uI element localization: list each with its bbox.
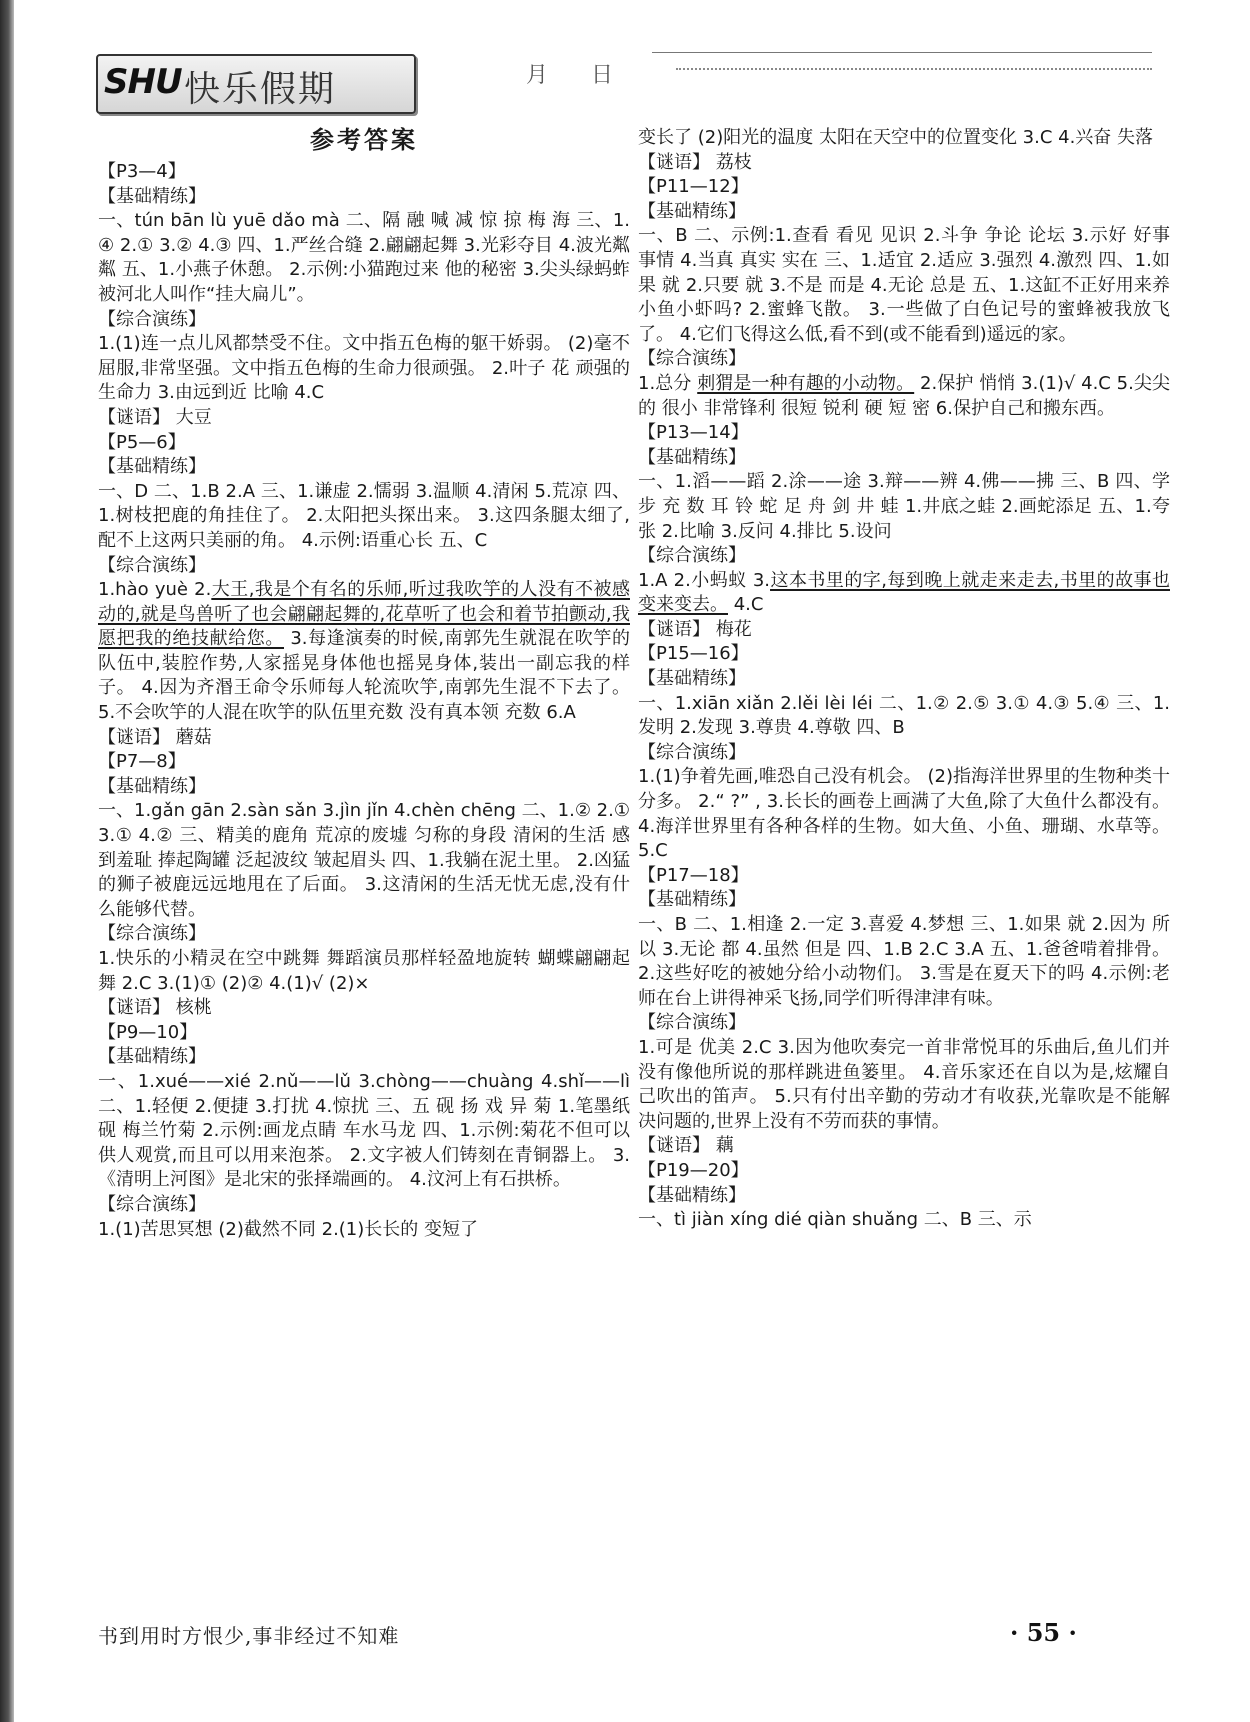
subsection-heading: 【基础精练】 (638, 200, 746, 222)
answer-text: 一、1.gǎn gān 2.sàn sǎn 3.jìn jǐn 4.chèn chēng 二、1.② 2.① 3.① 4.② 三、精美的鹿角 荒凉的废墟 匀称的身段 清闲的生活 感到羞耻 捧起陶罐 泛起波纹 皱起眉头 四、1.我躺在泥土里。 2.凶猛的狮子被鹿远远地甩在了后面。 3.这清闲的生活无忧无虑,没有什么能够代替。 (98, 800, 630, 920)
answer-text: 1.可是 优美 2.C 3.因为他吹奏完一首非常悦耳的乐曲后,鱼儿们并没有像他所说的那样跳进鱼篓里。 4.音乐家还在自以为是,炫耀自己吹出的笛声。 5.只有付出辛勤的劳动才有收获,光靠吹是不能解决问题的,世界上没有不劳而获的事情。 (638, 1036, 1170, 1132)
day-label: 日 (591, 63, 614, 88)
answer-text: 一、B 二、示例:1.查看 看见 见识 2.斗争 争论 论坛 3.示好 好事 事情 4.当真 真实 实在 三、1.适宜 2.适应 3.强烈 4.激烈 四、1.如果 就 2.只要 就 3.不是 而是 4.无论 总是 五、1.这缸不正好用来养小鱼小虾吗? 2.蜜蜂飞散。 3.一些做了白色记号的蜜蜂被我放飞了。 4.它们飞得这么低,看不到(或不能看到)遥远的家。 (638, 225, 1170, 345)
page-number: · 55 · (1010, 1618, 1077, 1647)
riddle-answer: 【谜语】 藕 (638, 1135, 734, 1157)
answer-text (98, 578, 630, 726)
answer-text-part: 1.总分 (638, 372, 698, 394)
subsection-heading: 【综合演练】 (98, 308, 206, 330)
footer-motto: 书到用时方恨少,事非经过不知难 (98, 1624, 400, 1648)
answer-text-part: 2.保护 悄悄 3.(1)√ 4.C 5.尖尖的 很小 非常锋利 很短 锐利 硬 短 密 6.保护自己和搬东西。 (638, 372, 1170, 419)
section-heading: 【P17—18】 (638, 864, 749, 886)
brand-logo (96, 54, 416, 114)
answer-text: 一、1.xiān xiǎn 2.lěi lèi léi 二、1.② 2.⑤ 3.① 4.③ 5.④ 三、1.发明 2.发现 3.尊贵 4.尊敬 四、B (638, 692, 1170, 739)
answer-text: 一、1.xué——xié 2.nǔ——lǔ 3.chòng——chuàng 4.shǐ——lì 二、1.轻便 2.便捷 3.打扰 4.惊扰 三、五 砚 扬 戏 异 菊 1.笔墨纸砚 梅兰竹菊 2.示例:画龙点睛 车水马龙 四、1.示例:菊花不但可以供人观赏,而且可以用来泡茶。 2.文字被人们铸刻在青铜器上。 3.《清明上河图》是北宋的张择端画的。 4.汶河上有石拱桥。 (98, 1070, 630, 1191)
riddle-answer: 【谜语】 核桃 (98, 997, 212, 1019)
answer-text: 1.(1)苦思冥想 (2)截然不同 2.(1)长长的 变短了 (98, 1218, 479, 1240)
subsection-heading: 【基础精练】 (98, 775, 206, 797)
section-heading: 【P7—8】 (98, 751, 186, 773)
answer-text: 一、tì jiàn xíng dié qiàn shuǎng 二、B 三、示 (638, 1209, 1032, 1231)
underlined-answer: 这本书里的字,每到晚上就走来走去,书里的故事也变来变去。 (638, 569, 1170, 616)
subsection-heading: 【基础精练】 (98, 185, 206, 207)
subsection-heading: 【基础精练】 (98, 1046, 206, 1068)
header-rule (652, 52, 1152, 53)
underlined-answer: 大王,我是个有名的乐师,听过我吹竽的人没有不被感动的,就是鸟兽听了也会翩翩起舞的,花草听了也会和着节拍颤动,我愿把我的绝技献给您。 (98, 579, 630, 650)
section-heading: 【P9—10】 (98, 1021, 198, 1043)
month-label: 月 (526, 63, 549, 88)
answer-text: 一、tún bān lù yuē dǎo mà 二、隔 融 喊 减 惊 掠 梅 海 三、1.④ 2.① 3.② 4.③ 四、1.严丝合缝 2.翩翩起舞 3.光彩夺目 4.波光粼粼 五、1.小燕子休憩。 2.示例:小猫跑过来 他的秘密 3.尖头绿蚂蚱被河北人叫作“挂大扁儿”。 (98, 210, 630, 305)
subsection-heading: 【基础精练】 (98, 456, 206, 478)
subsection-heading: 【综合演练】 (98, 554, 206, 576)
answer-text-part: 4.C (728, 594, 764, 616)
subsection-heading: 【基础精练】 (638, 889, 746, 911)
answer-text-part: 3.每逢演奏的时候,南郭先生就混在吹竽的队伍中,装腔作势,人家摇晃身体他也摇晃身体,装出一副忘我的样子。 4.因为齐湣王命令乐师每人轮流吹竽,南郭先生混不下去了。 5.不会吹竽的人混在吹竽的队伍里充数 没有真本领 充数 6.A (98, 628, 630, 724)
subsection-heading: 【综合演练】 (98, 923, 206, 945)
section-heading: 【P19—20】 (638, 1159, 749, 1181)
section-heading: 【P11—12】 (638, 176, 749, 198)
answer-text: 变长了 (2)阳光的温度 太阳在天空中的位置变化 3.C 4.兴奋 失落 (638, 127, 1154, 148)
subsection-heading: 【综合演练】 (638, 348, 746, 370)
answer-text (638, 569, 1170, 618)
answer-text-part: 1.hào yuè 2. (98, 579, 212, 601)
section-heading: 【P3—4】 (98, 161, 186, 182)
logo-title-text: 快乐假期 (184, 69, 337, 110)
subsection-heading: 【综合演练】 (638, 545, 746, 567)
header-dotted-rule (676, 68, 1152, 70)
riddle-answer: 【谜语】 荔枝 (638, 151, 752, 173)
answer-text: 一、D 二、1.B 2.A 三、1.谦虚 2.懦弱 3.温顺 4.清闲 5.荒凉 四、1.树枝把鹿的角挂住了。 2.太阳把头探出来。 3.这四条腿太细了,配不上这两只美丽的角。 4.示例:语重心长 五、C (98, 480, 630, 551)
answer-text: 1.(1)争着先画,唯恐自己没有机会。 (2)指海洋世界里的生物种类十分多。 2.“ ?” , 3.长长的画卷上画满了大鱼,除了大鱼什么都没有。 4.海洋世界里有各种各样的生物。如大鱼、小鱼、珊瑚、水草等。 5.C (638, 766, 1170, 862)
right-column (638, 126, 1170, 1233)
subsection-heading: 【综合演练】 (638, 1012, 746, 1034)
answer-text: 1.(1)连一点儿风都禁受不住。文中指五色梅的躯干娇弱。 (2)毫不屈服,非常坚强。文中指五色梅的生命力很顽强。 2.叶子 花 顽强的生命力 3.由远到近 比喻 4.C (98, 333, 630, 404)
answer-text: 一、B 二、1.相逢 2.一定 3.喜爱 4.梦想 三、1.如果 就 2.因为 所以 3.无论 都 4.虽然 但是 四、1.B 2.C 3.A 五、1.爸爸啃着排骨。 2.这些好吃的被她分给小动物们。 3.雪是在夏天下的吗 4.示例:老师在台上讲得神采飞扬,同学们听得津津有味。 (638, 914, 1170, 1009)
page-title: 参考答案 (310, 126, 418, 154)
answer-text-part: 1.A 2.小蚂蚁 3. (638, 569, 771, 591)
page-binding-edge (0, 0, 14, 1722)
subsection-heading: 【综合演练】 (638, 741, 746, 763)
section-heading: 【P13—14】 (638, 422, 749, 444)
subsection-heading: 【基础精练】 (638, 668, 746, 690)
logo-latin-text: SHU (104, 62, 182, 102)
section-heading: 【P15—16】 (638, 643, 749, 665)
page-header (96, 50, 1156, 116)
subsection-heading: 【综合演练】 (98, 1193, 206, 1215)
subsection-heading: 【基础精练】 (638, 446, 746, 468)
subsection-heading: 【基础精练】 (638, 1184, 746, 1206)
riddle-answer: 【谜语】 大豆 (98, 406, 212, 428)
riddle-answer: 【谜语】 蘑菇 (98, 726, 212, 748)
answer-text: 一、1.滔——蹈 2.涂——途 3.辩——辨 4.佛——拂 三、B 四、学 步 充 数 耳 铃 蛇 足 舟 剑 井 蛙 1.井底之蛙 2.画蛇添足 五、1.夸张 2.比喻 3.反问 4.排比 5.设问 (638, 471, 1170, 542)
answer-text (638, 372, 1170, 421)
left-column (98, 122, 630, 1242)
section-heading: 【P5—6】 (98, 431, 186, 453)
riddle-answer: 【谜语】 梅花 (638, 618, 752, 640)
underlined-answer: 刺猬是一种有趣的小动物。 (697, 372, 915, 394)
answer-text: 1.快乐的小精灵在空中跳舞 舞蹈演员那样轻盈地旋转 蝴蝶翩翩起舞 2.C 3.(1)① (2)② 4.(1)√ (2)× (98, 948, 630, 994)
